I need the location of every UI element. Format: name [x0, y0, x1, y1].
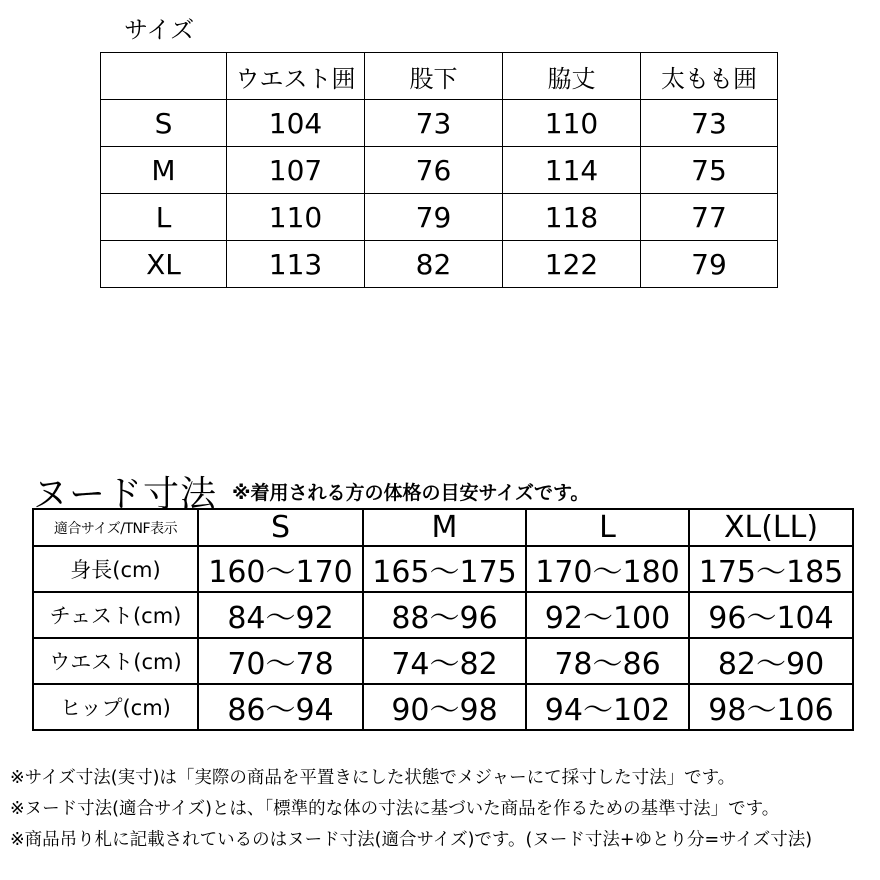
size-label-cell: XL: [101, 241, 227, 288]
size-value-cell: 110: [227, 194, 365, 241]
size-value-cell: 79: [641, 241, 778, 288]
nude-value-cell: 94〜102: [526, 684, 689, 730]
nude-table-header-cell: XL(LL): [689, 509, 853, 546]
nude-value-cell: 98〜106: [689, 684, 853, 730]
nude-value-cell: 92〜100: [526, 592, 689, 638]
nude-value-cell: 175〜185: [689, 546, 853, 592]
size-table-header-row: [101, 53, 778, 100]
nude-row-label: チェスト(cm): [33, 592, 198, 638]
footnote-tag-info: ※商品吊り札に記載されているのはヌード寸法(適合サイズ)です。(ヌード寸法+ゆとり分=サイズ寸法): [10, 830, 813, 850]
nude-table-row: [33, 592, 853, 638]
footnote-nude-size: ※ヌード寸法(適合サイズ)とは、「標準的な体の寸法に基づいた商品を作るための基準寸法」です。: [10, 799, 780, 819]
size-table-row: [101, 100, 778, 147]
nude-row-label: ウエスト(cm): [33, 638, 198, 684]
nude-size-table: [32, 508, 854, 731]
nude-value-cell: 96〜104: [689, 592, 853, 638]
nude-value-cell: 88〜96: [363, 592, 526, 638]
size-label-cell: M: [101, 147, 227, 194]
nude-value-cell: 74〜82: [363, 638, 526, 684]
nude-table-header-cell: L: [526, 509, 689, 546]
size-table-header-cell: [101, 53, 227, 100]
size-table-header-cell: ウエスト囲: [227, 53, 365, 100]
size-label-cell: S: [101, 100, 227, 147]
nude-table-row: [33, 684, 853, 730]
size-table-header-cell: 脇丈: [503, 53, 641, 100]
size-table-title: サイズ: [124, 16, 195, 44]
size-value-cell: 122: [503, 241, 641, 288]
nude-table-header-row: [33, 509, 853, 546]
nude-value-cell: 78〜86: [526, 638, 689, 684]
size-value-cell: 77: [641, 194, 778, 241]
size-table-row: [101, 241, 778, 288]
nude-size-note: ※着用される方の体格の目安サイズです。: [232, 482, 590, 504]
nude-table-header-cell: M: [363, 509, 526, 546]
size-table-row: [101, 147, 778, 194]
nude-value-cell: 160〜170: [198, 546, 363, 592]
size-table: [100, 52, 778, 288]
nude-table-row: [33, 546, 853, 592]
footnote-actual-size: ※サイズ寸法(実寸)は「実際の商品を平置きにした状態でメジャーにて採寸した寸法」です。: [10, 768, 736, 788]
nude-value-cell: 84〜92: [198, 592, 363, 638]
nude-value-cell: 70〜78: [198, 638, 363, 684]
size-table-row: [101, 194, 778, 241]
size-value-cell: 104: [227, 100, 365, 147]
size-table-header-cell: 股下: [365, 53, 503, 100]
nude-table-header-cell: S: [198, 509, 363, 546]
size-value-cell: 114: [503, 147, 641, 194]
nude-value-cell: 170〜180: [526, 546, 689, 592]
nude-value-cell: 82〜90: [689, 638, 853, 684]
size-value-cell: 79: [365, 194, 503, 241]
size-label-cell: L: [101, 194, 227, 241]
size-value-cell: 107: [227, 147, 365, 194]
nude-row-label: 身長(cm): [33, 546, 198, 592]
size-value-cell: 118: [503, 194, 641, 241]
size-value-cell: 113: [227, 241, 365, 288]
nude-value-cell: 90〜98: [363, 684, 526, 730]
size-table-header-cell: 太もも囲: [641, 53, 778, 100]
nude-value-cell: 86〜94: [198, 684, 363, 730]
nude-row-label: ヒップ(cm): [33, 684, 198, 730]
size-value-cell: 82: [365, 241, 503, 288]
nude-value-cell: 165〜175: [363, 546, 526, 592]
size-value-cell: 110: [503, 100, 641, 147]
nude-table-row: [33, 638, 853, 684]
nude-table-corner-cell: 適合サイズ/TNF表示: [33, 509, 198, 546]
nude-size-title: ヌード寸法: [32, 474, 218, 515]
size-value-cell: 73: [365, 100, 503, 147]
size-value-cell: 76: [365, 147, 503, 194]
size-value-cell: 75: [641, 147, 778, 194]
size-value-cell: 73: [641, 100, 778, 147]
